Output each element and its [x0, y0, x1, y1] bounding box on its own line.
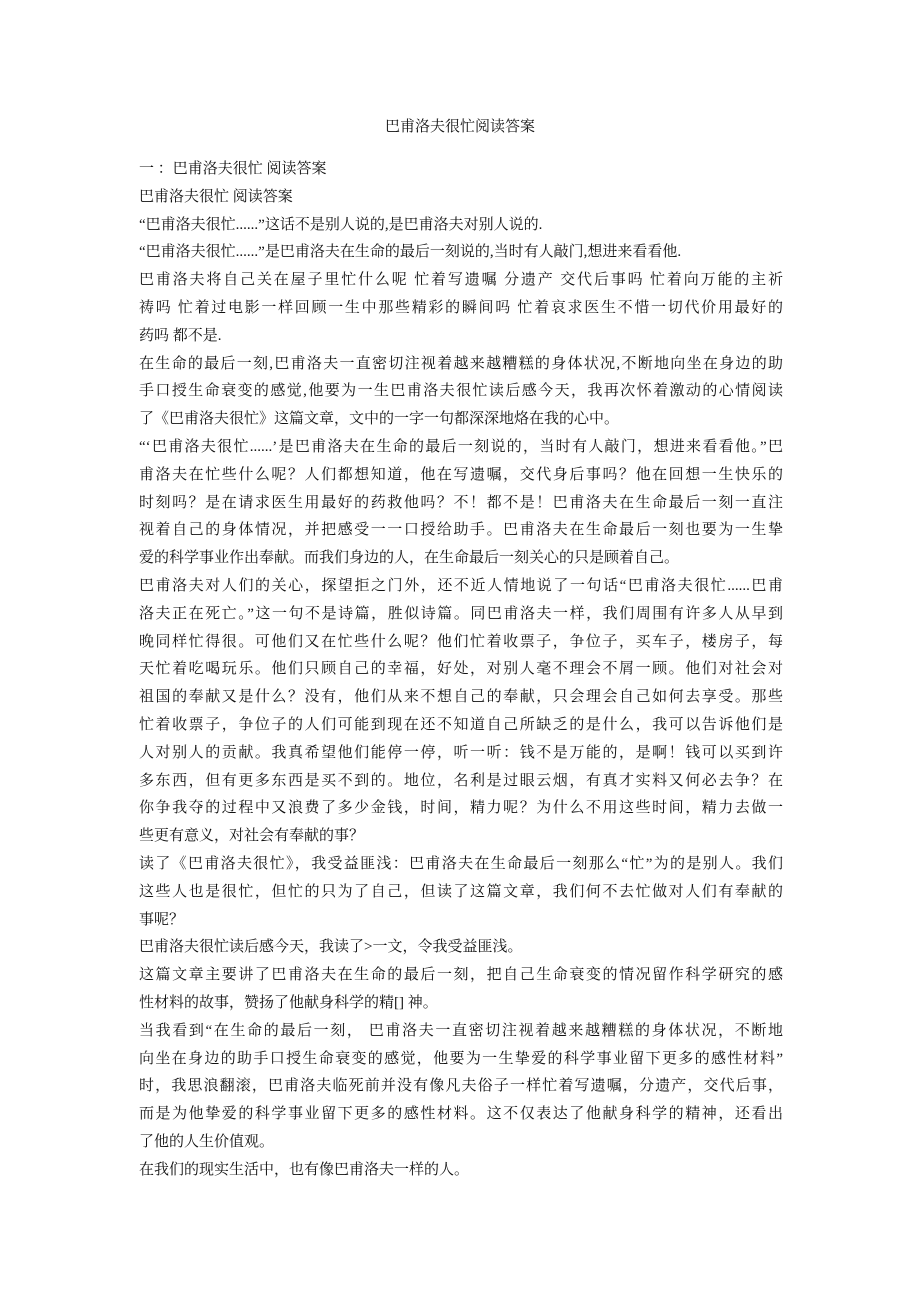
text-line: 这些人也是很忙，但忙的只为了自己，但读了这篇文章，我们何不去忙做对人们有奉献的 — [139, 883, 783, 900]
text-line: 些更有意义，对社会有奉献的事？ — [139, 828, 365, 845]
text-line: 巴甫洛夫很忙读后感今天，我读了>一文，令我受益匪浅。 — [139, 939, 523, 956]
text-line: 而是为他挚爱的科学事业留下更多的感性材料。这不仅表达了他献身科学的精神，还看出 — [139, 1106, 783, 1123]
paragraph — [139, 1159, 783, 1187]
paragraph — [139, 186, 783, 214]
text-line: 在我们的现实生活中，也有像巴甫洛夫一样的人。 — [139, 1161, 470, 1178]
text-line: “巴甫洛夫很忙......”是巴甫洛夫在生命的最后一刻说的,当时有人敲门,想进来看看他. — [139, 244, 682, 261]
paragraph — [139, 436, 783, 575]
text-line: 你争我夺的过程中又浪费了多少金钱，时间，精力呢？为什么不用这些时间，精力去做一 — [139, 800, 783, 817]
text-line: 爱的科学事业作出奉献。而我们身边的人，在生命最后一刻关心的只是顾着自己。 — [139, 550, 680, 567]
text-line: 视着自己的身体情况，并把感受一一口授给助手。巴甫洛夫在生命最后一刻也要为一生挚 — [139, 522, 783, 539]
text-line: 巴甫洛夫很忙 阅读答案 — [139, 188, 293, 205]
text-line: 读了《巴甫洛夫很忙》，我受益匪浅：巴甫洛夫在生命最后一刻那么“忙”为的是别人。我们 — [139, 855, 783, 872]
text-line: 在生命的最后一刻,巴甫洛夫一直密切注视着越来越糟糕的身体状况,不断地向坐在身边的助 — [139, 355, 783, 372]
text-line: 祖国的奉献又是什么？没有，他们从来不想自己的奉献，只会理会自己如何去享受。那些 — [139, 689, 783, 706]
text-line: 祷吗 忙着过电影一样回顾一生中那些精彩的瞬间吗 忙着哀求医生不惜一切代价用最好的 — [139, 299, 783, 316]
paragraph — [139, 269, 783, 352]
text-line: 事呢？ — [139, 911, 185, 928]
paragraph — [139, 964, 783, 1020]
text-line: 了他的人生价值观。 — [139, 1133, 275, 1150]
text-line: 这篇文章主要讲了巴甫洛夫在生命的最后一刻，把自己生命衰变的情况留作科学研究的感 — [139, 967, 783, 984]
text-line: 多东西，但有更多东西是买不到的。地位，名利是过眼云烟，有真才实料又何必去争？在 — [139, 772, 783, 789]
text-line: 晚同样忙得很。可他们又在忙些什么呢？他们忙着收票子，争位子，买车子，楼房子，每 — [139, 633, 783, 650]
paragraph — [139, 241, 783, 269]
paragraph — [139, 575, 783, 853]
paragraph — [139, 214, 783, 242]
text-line: 甫洛夫在忙些什么呢？人们都想知道，他在写遗嘱，交代身后事吗？他在回想一生快乐的 — [139, 466, 783, 483]
text-line: 手口授生命衰变的感觉,他要为一生巴甫洛夫很忙读后感今天，我再次怀着激动的心情阅读 — [139, 383, 783, 400]
text-line: 时，我思浪翻滚，巴甫洛夫临死前并没有像凡夫俗子一样忙着写遗嘱，分遗产，交代后事， — [139, 1078, 783, 1095]
text-line: 时刻吗？是在请求医生用最好的药救他吗？不！都不是！巴甫洛夫在生命最后一刻一直注 — [139, 494, 783, 511]
text-line: 向坐在身边的助手口授生命衰变的感觉，他要为一生挚爱的科学事业留下更多的感性材料” — [139, 1050, 783, 1067]
text-line: 洛夫正在死亡。”这一句不是诗篇，胜似诗篇。同巴甫洛夫一样，我们周围有许多人从早到 — [139, 605, 783, 622]
document-title: 巴甫洛夫很忙阅读答案 — [384, 119, 535, 135]
text-line: 药吗 都不是. — [139, 327, 222, 344]
text-line: 巴甫洛夫将自己关在屋子里忙什么呢 忙着写遗嘱 分遗产 交代后事吗 忙着向万能的主祈 — [139, 272, 783, 289]
text-line: 一 ：巴甫洛夫很忙 阅读答案 — [139, 161, 327, 177]
text-line: “巴甫洛夫很忙......”这话不是别人说的,是巴甫洛夫对别人说的. — [139, 216, 543, 233]
text-line: “‘巴甫洛夫很忙......’是巴甫洛夫在生命的最后一刻说的，当时有人敲门，想进来看看他。”巴 — [139, 438, 783, 455]
text-line: 天忙着吃喝玩乐。他们只顾自己的幸福，好处，对别人毫不理会不屑一顾。他们对社会对 — [139, 661, 783, 678]
text-line: 巴甫洛夫对人们的关心，探望拒之门外，还不近人情地说了一句话“巴甫洛夫很忙......巴甫 — [139, 577, 783, 594]
text-line: 当我看到“在生命的最后一刻， 巴甫洛夫一直密切注视着越来越糟糕的身体状况，不断地 — [139, 1022, 783, 1039]
paragraph — [139, 353, 783, 436]
paragraph — [139, 158, 783, 186]
document-body — [139, 158, 783, 1186]
text-line: 了《巴甫洛夫很忙》这篇文章，文中的一字一句都深深地烙在我的心中。 — [139, 411, 620, 428]
text-line: 忙着收票子，争位子的人们可能到现在还不知道自己所缺乏的是什么，我可以告诉他们是 — [139, 716, 783, 733]
text-line: 人对别人的贡献。我真希望他们能停一停，听一听：钱不是万能的，是啊！钱可以买到许 — [139, 744, 783, 761]
paragraph — [139, 853, 783, 936]
paragraph — [139, 1020, 783, 1159]
text-line: 性材料的故事，赞扬了他献身科学的精[] 神。 — [139, 994, 438, 1011]
paragraph — [139, 936, 783, 964]
